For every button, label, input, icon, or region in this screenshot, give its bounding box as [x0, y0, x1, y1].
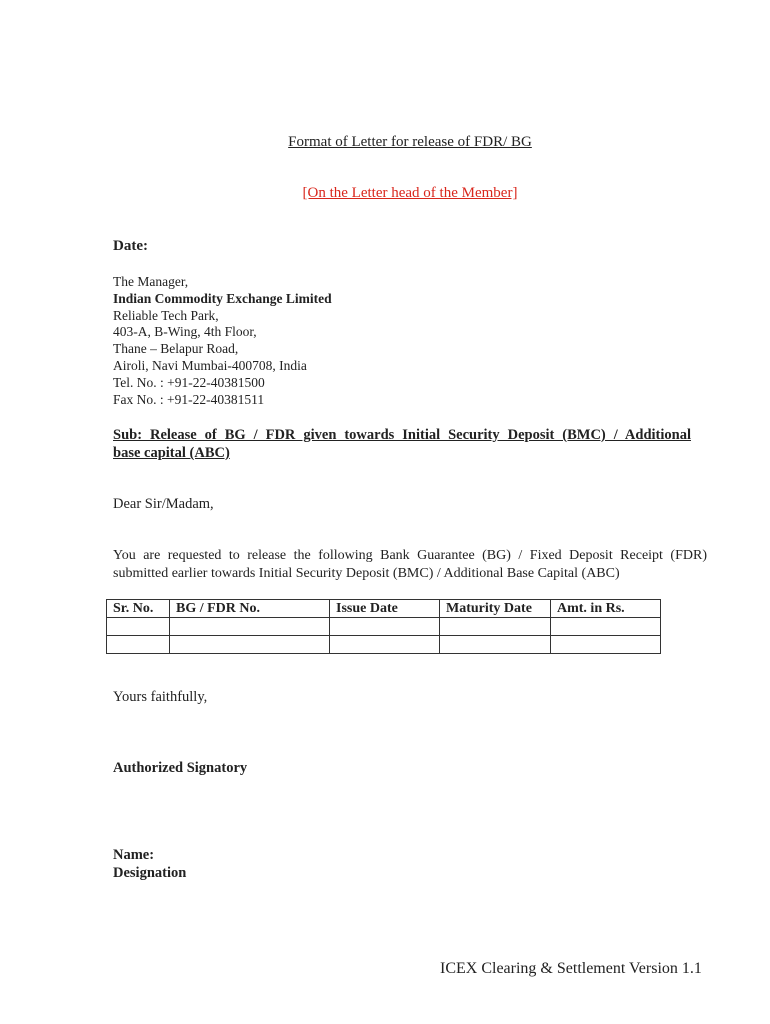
subject-line-2: base capital (ABC) [113, 445, 230, 461]
table-cell [107, 636, 170, 654]
closing-line: Yours faithfully, [113, 689, 208, 705]
table-cell [330, 636, 440, 654]
designation-label: Designation [113, 865, 187, 881]
salutation: Dear Sir/Madam, [113, 496, 214, 512]
release-details-table [106, 599, 661, 654]
table-cell [440, 618, 551, 636]
subject-line [113, 426, 691, 462]
body-paragraph [113, 547, 707, 583]
table-row [107, 636, 661, 654]
address-line-building: Reliable Tech Park, [113, 307, 219, 323]
table-header-row [107, 600, 661, 618]
body-line-2: submitted earlier towards Initial Security Deposit (BMC) / Additional Base Capital (ABC) [113, 566, 620, 581]
table-cell [551, 636, 661, 654]
header-amount: Amt. in Rs. [551, 600, 661, 618]
address-line-city: Airoli, Navi Mumbai-400708, India [113, 357, 307, 373]
address-tel: Tel. No. : +91-22-40381500 [113, 374, 265, 390]
document-title: Format of Letter for release of FDR/ BG [288, 134, 532, 150]
table-cell [440, 636, 551, 654]
header-maturity-date: Maturity Date [440, 600, 551, 618]
table-cell [170, 618, 330, 636]
subject-line-1: Sub: Release of BG / FDR given towards Initial Security Deposit (BMC) / Additional [113, 427, 691, 443]
table-cell [330, 618, 440, 636]
table-cell [170, 636, 330, 654]
address-line-road: Thane – Belapur Road, [113, 341, 239, 357]
address-company: Indian Commodity Exchange Limited [113, 290, 332, 306]
letterhead-note: [On the Letter head of the Member] [302, 185, 518, 201]
recipient-address [113, 274, 332, 408]
footer-version: ICEX Clearing & Settlement Version 1.1 [440, 960, 702, 977]
header-bg-fdr-no: BG / FDR No. [170, 600, 330, 618]
table-row [107, 618, 661, 636]
address-fax: Fax No. : +91-22-40381511 [113, 391, 265, 407]
address-line-floor: 403-A, B-Wing, 4th Floor, [113, 324, 257, 340]
body-line-1: You are requested to release the following Bank Guarantee (BG) / Fixed Deposit Receipt (FDR) [113, 548, 707, 563]
authorized-signatory: Authorized Signatory [113, 760, 248, 776]
name-label: Name: [113, 847, 155, 863]
date-label: Date: [113, 238, 148, 254]
table-cell [107, 618, 170, 636]
header-sr-no: Sr. No. [107, 600, 170, 618]
header-issue-date: Issue Date [330, 600, 440, 618]
address-line-recipient: The Manager, [113, 274, 189, 289]
table-cell [551, 618, 661, 636]
